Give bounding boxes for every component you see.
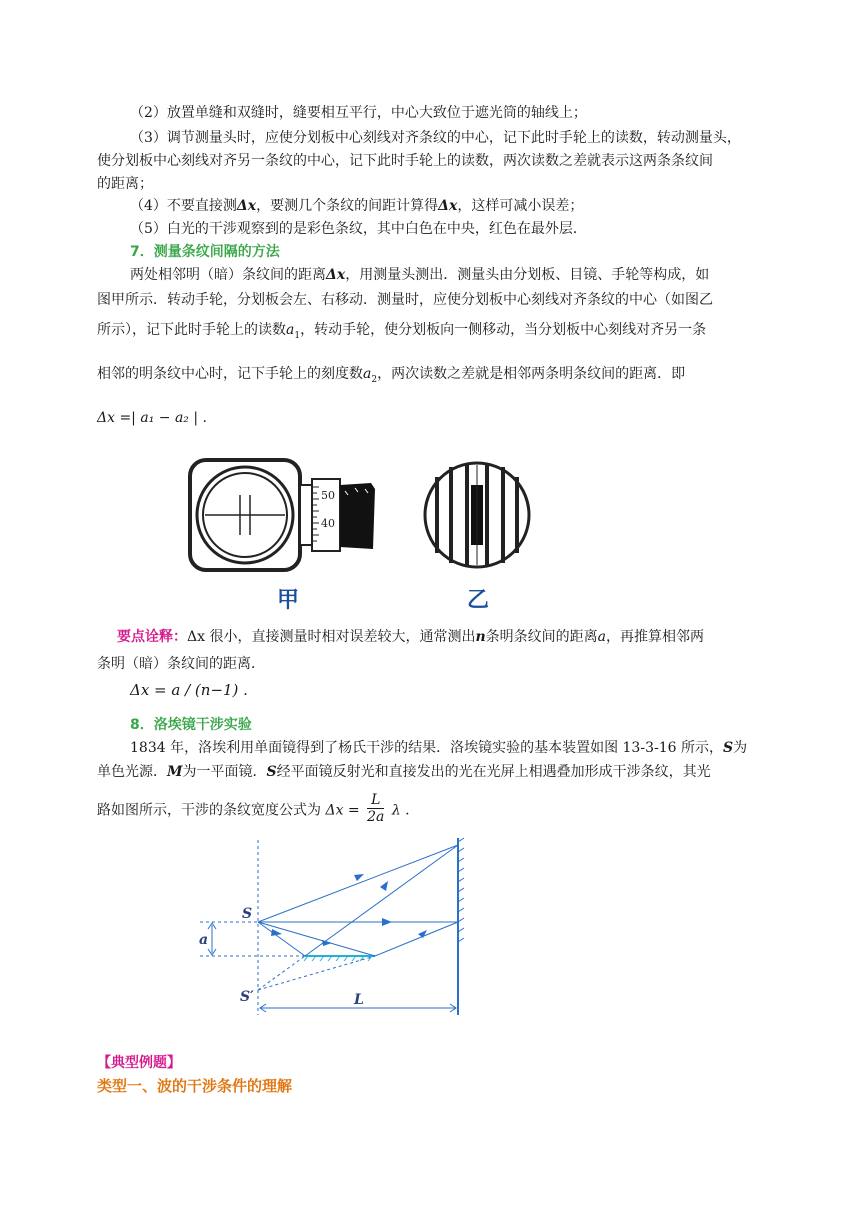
text-line: 使分划板中心刻线对齐另一条纹的中心，记下此时手轮上的读数，两次读数之差就表示这两条条纹间 xyxy=(97,153,713,169)
label-S: S xyxy=(242,906,253,922)
text-line: 所示），记下此时手轮上的读数$a_1$，转动手轮，使分划板向一侧移动，当分划板中心刻线对齐另一条 xyxy=(97,322,707,341)
section-heading-7: 7．测量条纹间隔的方法 xyxy=(130,244,280,260)
scale-label-top: 50 xyxy=(321,489,335,502)
figure-label-yi: 乙 xyxy=(467,587,490,613)
figure-label-jia: 甲 xyxy=(277,587,300,613)
section-title-examples: 【典型例题】 xyxy=(97,1055,181,1071)
label-a: a xyxy=(199,932,209,948)
scale-label-bottom: 40 xyxy=(321,517,335,530)
text-line: （4）不要直接测Δx，要测几个条纹的间距计算得Δx，这样可减小误差； xyxy=(130,198,584,214)
text-line: 条明（暗）条纹间的距离． xyxy=(97,656,265,672)
label-L: L xyxy=(354,992,364,1008)
text-line: 相邻的明条纹中心时，记下手轮上的刻度数$a_2$，两次读数之差就是相邻两条明条纹间的距离．即 xyxy=(97,366,686,385)
text-line: （3）调节测量头时，应使分划板中心刻线对齐条纹的中心，记下此时手轮上的读数，转动测量头， xyxy=(130,130,741,146)
text-line: 单色光源．M为一平面镜．S经平面镜反射光和直接发出的光在光屏上相遇叠加形成干涉条纹，其光 xyxy=(97,764,711,780)
hand-wheel xyxy=(340,483,375,549)
type-title: 类型一、波的干涉条件的理解 xyxy=(97,1077,293,1095)
note-label: 要点诠释： xyxy=(117,629,187,645)
text-line: 1834 年，洛埃利用单面镜得到了杨氏干涉的结果．洛埃镜实验的基本装置如图 13-3-16 所示，S为 xyxy=(130,740,748,756)
equation-1: Δx =| a₁ − a₂ | . xyxy=(97,410,207,426)
text-line: （5）白光的干涉观察到的是彩色条纹，其中白色在中央，红色在最外层． xyxy=(130,221,587,237)
label-S-prime: S′ xyxy=(240,989,254,1005)
note-line: 要点诠释：Δx 很小，直接测量时相对误差较大，通常测出n条明条纹间的距离a，再推算相邻两 xyxy=(117,629,705,645)
equation-2: Δx = a / (n−1) . xyxy=(130,681,248,699)
measuring-head-figure xyxy=(185,455,555,615)
text-line: （2）放置单缝和双缝时，缝要相互平行，中心大致位于遮光筒的轴线上； xyxy=(130,105,587,121)
lloyd-mirror-diagram xyxy=(190,830,480,1025)
fraction-denominator: 2a xyxy=(367,809,385,825)
section-heading-8: 8．洛埃镜干涉实验 xyxy=(130,717,252,733)
fraction-numerator: L xyxy=(367,792,384,809)
text-line: 图甲所示．转动手轮，分划板会左、右移动．测量时，应使分划板中心刻线对齐条纹的中心（如图乙 xyxy=(97,292,713,308)
text-line: 两处相邻明（暗）条纹间的距离Δx，用测量头测出．测量头由分划板、目镜、手轮等构成，如 xyxy=(130,267,710,283)
text-line: 的距离； xyxy=(97,176,153,192)
text-line: 路如图所示，干涉的条纹宽度公式为 Δx = $\frac{L}{2a}$ λ . xyxy=(97,792,410,825)
